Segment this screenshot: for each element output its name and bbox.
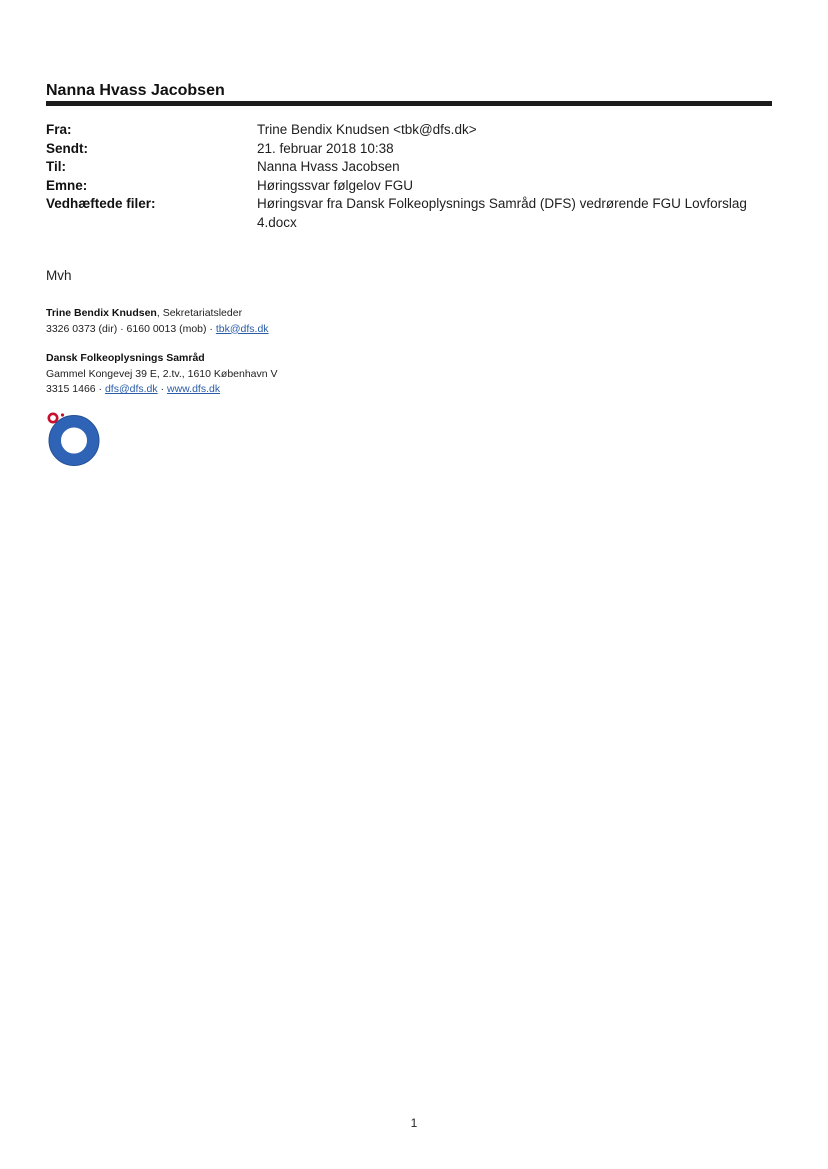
org-address: Gammel Kongevej 39 E, 2.tv., 1610 København V	[46, 367, 278, 380]
org-website-link[interactable]: www.dfs.dk	[167, 383, 221, 395]
signature-name: Trine Bendix Knudsen	[46, 307, 157, 319]
subject-value: Høringssvar følgelov FGU	[257, 177, 414, 193]
org-name-line	[46, 351, 278, 367]
attachments-label: Vedhæftede filer:	[46, 196, 156, 211]
header-rule	[46, 101, 772, 106]
greeting: Mvh	[46, 268, 72, 283]
sent-value: 21. februar 2018 10:38	[257, 140, 394, 156]
subject-label: Emne:	[46, 177, 88, 193]
email-header	[46, 121, 772, 232]
attachments-row	[46, 195, 772, 232]
signature-email-link[interactable]: tbk@dfs.dk	[215, 322, 269, 335]
org-name: Dansk Folkeoplysnings Samråd	[46, 352, 205, 364]
dfs-logo-icon	[44, 408, 102, 466]
sent-label: Sendt:	[46, 140, 88, 156]
to-row	[46, 158, 772, 177]
signature-title: , Sekretariatsleder	[156, 307, 243, 319]
to-label: Til:	[46, 159, 66, 174]
subject-row	[46, 177, 772, 196]
from-label: Fra:	[46, 122, 72, 137]
signature-name-line	[46, 306, 269, 322]
attachment-filename-line2: 4.docx	[257, 214, 297, 230]
attachments-value	[257, 195, 772, 232]
page-number: 1	[410, 1116, 418, 1130]
sent-row	[46, 140, 772, 159]
signature-phone-line	[46, 322, 269, 338]
from-value: Trine Bendix Knudsen <tbk@dfs.dk>	[257, 122, 477, 137]
logo-blue-ring	[55, 422, 93, 460]
logo-red-dot	[61, 413, 64, 416]
logo-red-ring	[49, 414, 57, 422]
to-value: Nanna Hvass Jacobsen	[257, 159, 400, 174]
from-row	[46, 121, 772, 140]
signature-organization	[46, 351, 278, 398]
signature-phones: 3326 0373 (dir) · 6160 0013 (mob) ·	[46, 322, 216, 335]
org-phone: 3315 1466 ·	[46, 383, 105, 395]
org-separator: ·	[157, 383, 167, 395]
org-contact-line	[46, 382, 278, 398]
mailbox-owner-name: Nanna Hvass Jacobsen	[46, 82, 225, 99]
signature-person	[46, 306, 269, 337]
org-email-link[interactable]: dfs@dfs.dk	[104, 383, 158, 395]
attachment-filename-line1: Høringsvar fra Dansk Folkeoplysnings Samråd (DFS) vedrørende FGU Lovforslag	[257, 196, 747, 211]
